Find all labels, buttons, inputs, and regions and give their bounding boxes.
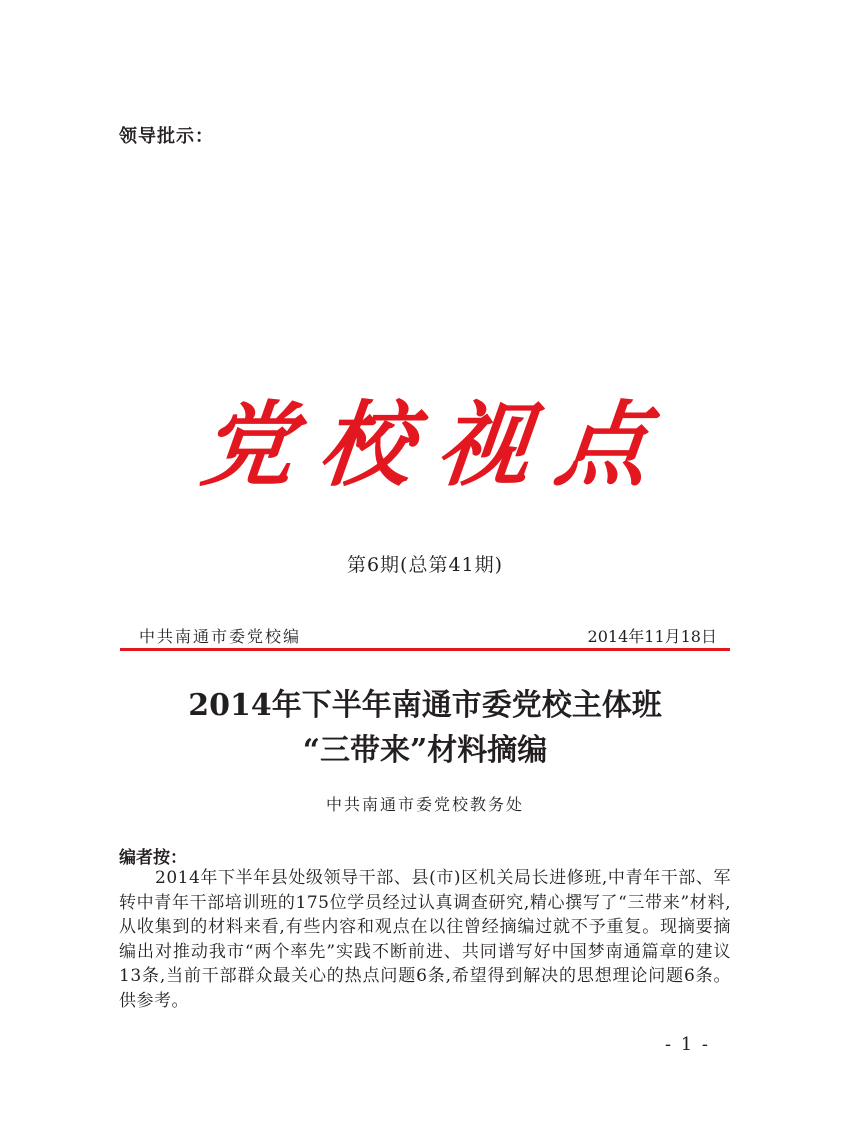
article-author: 中共南通市委党校教务处 <box>325 795 524 814</box>
editor-note-label: 编者按： <box>119 848 187 868</box>
article-title <box>0 683 850 773</box>
article-title-line-2: “三带来”材料摘编 <box>302 733 548 768</box>
publisher: 中共南通市委党校编 <box>139 627 302 646</box>
masthead-title: 党校视点 <box>196 391 680 499</box>
red-divider-rule <box>120 648 730 651</box>
editor-note-body: 2014年下半年县处级领导干部、县(市)区机关局长进修班,中青年干部、军转中青年干部培训班的175位学员经过认真调查研究,精心撰写了“三带来”材料,从收集到的材料来看,有些内容和观点在以往曾经摘编过就不予重复。现摘要摘编出对推动我市“两个率先”实践不断前进、共同谱写好中国梦南通篇章的建议13条,当前干部群众最关心的热点问题6条,希望得到解决的思想理论问题6条。供参考。 <box>119 868 731 1011</box>
issue-number: 第6期(总第41期) <box>346 554 504 576</box>
article-title-line-1: 2014年下半年南通市委党校主体班 <box>188 688 662 723</box>
page-number: - 1 - <box>664 1034 710 1055</box>
publish-date: 2014年11月18日 <box>587 627 717 646</box>
leader-instruction-label: 领导批示： <box>119 126 214 147</box>
